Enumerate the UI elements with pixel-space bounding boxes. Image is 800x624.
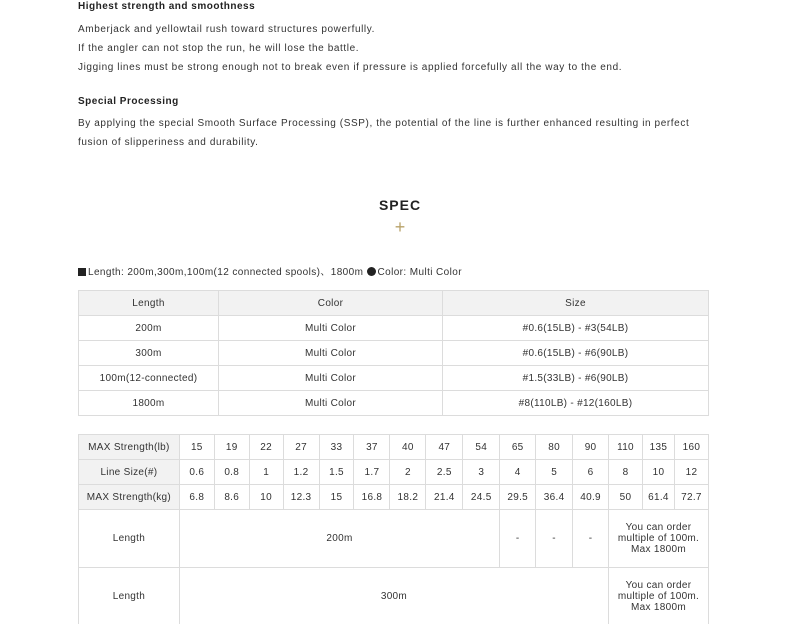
header-color: Color — [219, 291, 443, 316]
table-cell: 90 — [573, 435, 609, 460]
table-cell: 19 — [214, 435, 249, 460]
section-processing — [78, 95, 718, 152]
table-cell: 5 — [536, 460, 573, 485]
row-label: MAX Strength(kg) — [79, 485, 180, 510]
row-label: Length — [79, 568, 180, 624]
table-cell: 16.8 — [354, 485, 390, 510]
section-title: Highest strength and smoothness — [78, 1, 256, 12]
table-row — [79, 568, 709, 624]
table-row — [79, 510, 709, 568]
table-cell: 18.2 — [390, 485, 426, 510]
table-cell: 61.4 — [642, 485, 674, 510]
paragraph-line: If the angler can not stop the run, he will lose the battle. — [78, 43, 360, 54]
note-length: Length: 200m,300m,100m(12 connected spools)、1800m — [88, 267, 364, 278]
plus-icon: + — [394, 217, 406, 237]
table-cell: 160 — [674, 435, 708, 460]
table-cell: 24.5 — [463, 485, 500, 510]
table-cell: 4 — [500, 460, 536, 485]
section-title: Special Processing — [78, 96, 179, 107]
length-value: 200m — [179, 510, 499, 568]
order-note: You can order multiple of 100m. Max 1800m — [609, 568, 709, 624]
paragraph-line: Jigging lines must be strong enough not to break even if pressure is applied forcefully all the way to the end. — [78, 62, 623, 73]
table-cell: 2.5 — [426, 460, 463, 485]
paragraph-line: Amberjack and yellowtail rush toward structures powerfully. — [78, 24, 375, 35]
table-cell: 0.6 — [179, 460, 214, 485]
table-cell: 8 — [609, 460, 643, 485]
table-row — [79, 435, 709, 460]
table-cell: 36.4 — [536, 485, 573, 510]
table-cell: 1.7 — [354, 460, 390, 485]
table-row — [79, 391, 709, 416]
table-cell: 2 — [390, 460, 426, 485]
table-cell: 1.5 — [319, 460, 354, 485]
header-length: Length — [79, 291, 219, 316]
table-cell: 12 — [674, 460, 708, 485]
table-cell: 135 — [642, 435, 674, 460]
paragraph-line: fusion of slipperiness and durability. — [78, 137, 259, 148]
table-cell: 21.4 — [426, 485, 463, 510]
table-cell: 40 — [390, 435, 426, 460]
table-cell: 1 — [249, 460, 283, 485]
row-label: Line Size(#) — [79, 460, 180, 485]
table-cell: 3 — [463, 460, 500, 485]
table-cell: 15 — [319, 485, 354, 510]
header-size: Size — [443, 291, 709, 316]
table-cell: 27 — [283, 435, 319, 460]
length-value: 300m — [179, 568, 608, 624]
table-cell: 33 — [319, 435, 354, 460]
table-row — [79, 485, 709, 510]
cell-size: #0.6(15LB) - #3(54LB) — [443, 316, 709, 341]
table-header-row — [79, 291, 709, 316]
cell-size: #8(110LB) - #12(160LB) — [443, 391, 709, 416]
dash-cell: - — [500, 510, 536, 568]
length-color-table — [78, 290, 709, 416]
cell-length: 100m(12-connected) — [79, 366, 219, 391]
dash-cell: - — [573, 510, 609, 568]
table-cell: 110 — [609, 435, 643, 460]
table-cell: 72.7 — [674, 485, 708, 510]
table-cell: 29.5 — [500, 485, 536, 510]
row-label: MAX Strength(lb) — [79, 435, 180, 460]
table-cell: 10 — [249, 485, 283, 510]
table-cell: 15 — [179, 435, 214, 460]
table-cell: 40.9 — [573, 485, 609, 510]
table-row — [79, 460, 709, 485]
spec-title: SPEC — [378, 197, 422, 213]
cell-color: Multi Color — [219, 391, 443, 416]
cell-length: 300m — [79, 341, 219, 366]
row-label: Length — [79, 510, 180, 568]
table-cell: 37 — [354, 435, 390, 460]
cell-size: #0.6(15LB) - #6(90LB) — [443, 341, 709, 366]
table-cell: 50 — [609, 485, 643, 510]
table-cell: 10 — [642, 460, 674, 485]
table-cell: 1.2 — [283, 460, 319, 485]
table-cell: 54 — [463, 435, 500, 460]
table-row — [79, 366, 709, 391]
order-note: You can order multiple of 100m. Max 1800m — [609, 510, 709, 568]
section-strength — [78, 0, 718, 77]
cell-color: Multi Color — [219, 341, 443, 366]
table-cell: 80 — [536, 435, 573, 460]
table-cell: 8.6 — [214, 485, 249, 510]
cell-length: 200m — [79, 316, 219, 341]
table-cell: 0.8 — [214, 460, 249, 485]
cell-color: Multi Color — [219, 366, 443, 391]
spec-note — [78, 266, 462, 280]
cell-color: Multi Color — [219, 316, 443, 341]
spec-heading — [0, 196, 800, 236]
strength-size-table — [78, 434, 709, 624]
table-cell: 6.8 — [179, 485, 214, 510]
table-cell: 22 — [249, 435, 283, 460]
circle-bullet-icon — [367, 267, 376, 276]
cell-size: #1.5(33LB) - #6(90LB) — [443, 366, 709, 391]
table-cell: 12.3 — [283, 485, 319, 510]
dash-cell: - — [536, 510, 573, 568]
table-cell: 6 — [573, 460, 609, 485]
table-row — [79, 341, 709, 366]
table-row — [79, 316, 709, 341]
cell-length: 1800m — [79, 391, 219, 416]
table-cell: 47 — [426, 435, 463, 460]
square-bullet-icon — [78, 268, 86, 276]
paragraph-line: By applying the special Smooth Surface Processing (SSP), the potential of the line is further enhanced resulting in perfect — [78, 118, 690, 129]
note-color: Color: Multi Color — [377, 267, 462, 278]
table-cell: 65 — [500, 435, 536, 460]
